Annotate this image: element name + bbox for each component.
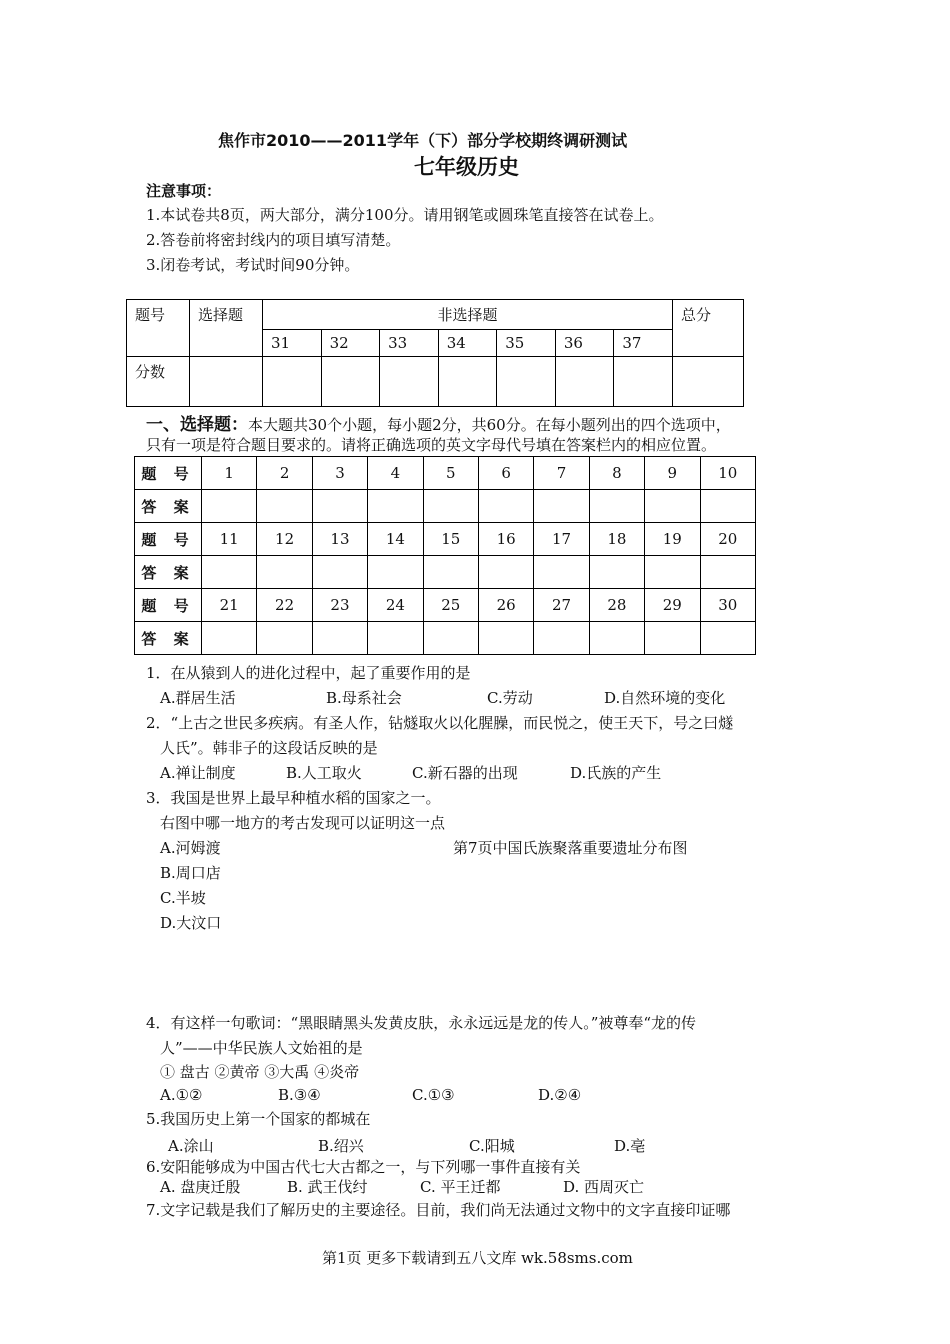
grid-label-answer: 答 案 bbox=[135, 490, 202, 523]
answer-cell[interactable] bbox=[534, 556, 589, 589]
grid-number: 4 bbox=[368, 457, 423, 490]
question-4-line1: 4．有这样一句歌词：“黑眼睛黑头发黄皮肤，永永远远是龙的传人。”被尊奉“龙的传 bbox=[146, 1014, 697, 1032]
score-h-nonchoice: 非选择题 bbox=[263, 300, 673, 330]
q4-option-c: C.①③ bbox=[412, 1086, 455, 1104]
score-cell[interactable] bbox=[321, 357, 380, 407]
q5-option-b: B.绍兴 bbox=[318, 1137, 364, 1155]
grid-number: 11 bbox=[202, 523, 257, 556]
score-cell[interactable] bbox=[380, 357, 439, 407]
grid-number: 12 bbox=[257, 523, 312, 556]
answer-cell[interactable] bbox=[423, 490, 478, 523]
grid-number: 23 bbox=[312, 589, 367, 622]
grid-number: 2 bbox=[257, 457, 312, 490]
q2-option-a: A.禅让制度 bbox=[160, 764, 236, 782]
answer-cell[interactable] bbox=[534, 622, 589, 655]
q3-map-note: 第7页中国氏族聚落重要遗址分布图 bbox=[453, 839, 688, 857]
q6-option-d: D. 西周灭亡 bbox=[563, 1178, 645, 1196]
grid-number: 21 bbox=[202, 589, 257, 622]
answer-cell[interactable] bbox=[257, 622, 312, 655]
grid-number: 5 bbox=[423, 457, 478, 490]
grid-number: 7 bbox=[534, 457, 589, 490]
answer-cell[interactable] bbox=[312, 490, 367, 523]
notice-item-3: 3.闭卷考试，考试时间90分钟。 bbox=[146, 256, 360, 274]
grid-number: 14 bbox=[368, 523, 423, 556]
grid-label-number: 题 号 bbox=[135, 457, 202, 490]
answer-cell[interactable] bbox=[368, 622, 423, 655]
q3-option-b: B.周口店 bbox=[160, 864, 221, 882]
grid-label-answer: 答 案 bbox=[135, 556, 202, 589]
score-num: 37 bbox=[614, 330, 673, 357]
grid-number: 15 bbox=[423, 523, 478, 556]
q1-option-c: C.劳动 bbox=[487, 689, 533, 707]
notice-heading: 注意事项： bbox=[146, 182, 222, 200]
score-h-score: 分数 bbox=[127, 357, 190, 407]
grid-number: 10 bbox=[700, 457, 755, 490]
q6-option-a: A. 盘庚迁殷 bbox=[160, 1178, 241, 1196]
grid-number: 22 bbox=[257, 589, 312, 622]
answer-cell[interactable] bbox=[589, 490, 644, 523]
q1-option-d: D.自然环境的变化 bbox=[604, 689, 726, 707]
grid-number: 3 bbox=[312, 457, 367, 490]
grid-number: 9 bbox=[645, 457, 700, 490]
q6-option-c: C. 平王迁都 bbox=[420, 1178, 501, 1196]
question-2-line2: 人氏”。韩非子的这段话反映的是 bbox=[160, 739, 378, 757]
question-7: 7.文字记载是我们了解历史的主要途径。目前，我们尚无法通过文物中的文字直接印证哪 bbox=[146, 1201, 731, 1219]
answer-cell[interactable] bbox=[700, 556, 755, 589]
q3-option-c: C.半坡 bbox=[160, 889, 206, 907]
answer-cell[interactable] bbox=[478, 490, 533, 523]
grid-label-number: 题 号 bbox=[135, 523, 202, 556]
subject-title: 七年级历史 bbox=[414, 155, 519, 179]
grid-number: 16 bbox=[478, 523, 533, 556]
q4-option-b: B.③④ bbox=[278, 1086, 321, 1104]
question-5: 5.我国历史上第一个国家的都城在 bbox=[146, 1110, 371, 1128]
q3-option-d: D.大汶口 bbox=[160, 914, 222, 932]
score-cell[interactable] bbox=[438, 357, 497, 407]
grid-number: 28 bbox=[589, 589, 644, 622]
score-h-number: 题号 bbox=[127, 300, 190, 357]
answer-cell[interactable] bbox=[202, 622, 257, 655]
grid-number: 8 bbox=[589, 457, 644, 490]
q5-option-d: D.亳 bbox=[614, 1137, 646, 1155]
grid-label-number: 题 号 bbox=[135, 589, 202, 622]
score-num: 31 bbox=[263, 330, 322, 357]
exam-title: 焦作市2010——2011学年（下）部分学校期终调研测试 bbox=[218, 131, 628, 150]
q2-option-c: C.新石器的出现 bbox=[412, 764, 518, 782]
grid-number: 30 bbox=[700, 589, 755, 622]
answer-cell[interactable] bbox=[645, 622, 700, 655]
score-cell[interactable] bbox=[614, 357, 673, 407]
score-num: 35 bbox=[497, 330, 556, 357]
answer-cell[interactable] bbox=[534, 490, 589, 523]
question-4-line2: 人”——中华民族人文始祖的是 bbox=[160, 1039, 363, 1057]
q6-option-b: B. 武王伐纣 bbox=[287, 1178, 368, 1196]
notice-item-2: 2.答卷前将密封线内的项目填写清楚。 bbox=[146, 231, 401, 249]
answer-cell[interactable] bbox=[645, 490, 700, 523]
score-cell[interactable] bbox=[555, 357, 614, 407]
q2-option-d: D.氏族的产生 bbox=[570, 764, 662, 782]
answer-cell[interactable] bbox=[423, 622, 478, 655]
answer-cell[interactable] bbox=[700, 490, 755, 523]
grid-number: 27 bbox=[534, 589, 589, 622]
section1-desc1: 本大题共30个小题，每小题2分，共60分。在每小题列出的四个选项中， bbox=[248, 416, 731, 434]
question-1: 1．在从猿到人的进化过程中，起了重要作用的是 bbox=[146, 664, 471, 682]
score-cell[interactable] bbox=[497, 357, 556, 407]
page-footer: 第1页 更多下载请到五八文库 wk.58sms.com bbox=[322, 1249, 633, 1267]
grid-number: 1 bbox=[202, 457, 257, 490]
answer-cell[interactable] bbox=[589, 622, 644, 655]
score-num: 36 bbox=[555, 330, 614, 357]
question-4-items: ① 盘古 ②黄帝 ③大禹 ④炎帝 bbox=[160, 1063, 360, 1081]
q1-option-b: B.母系社会 bbox=[326, 689, 402, 707]
q4-option-d: D.②④ bbox=[538, 1086, 582, 1104]
answer-cell[interactable] bbox=[257, 490, 312, 523]
score-num: 34 bbox=[438, 330, 497, 357]
grid-number: 18 bbox=[589, 523, 644, 556]
q5-option-c: C.阳城 bbox=[469, 1137, 515, 1155]
answer-cell[interactable] bbox=[312, 622, 367, 655]
score-cell[interactable] bbox=[263, 357, 322, 407]
score-h-choice: 选择题 bbox=[190, 300, 263, 357]
answer-grid bbox=[134, 456, 756, 655]
score-num: 33 bbox=[380, 330, 439, 357]
grid-number: 19 bbox=[645, 523, 700, 556]
answer-cell[interactable] bbox=[312, 556, 367, 589]
grid-number: 6 bbox=[478, 457, 533, 490]
q4-option-a: A.①② bbox=[160, 1086, 203, 1104]
grid-number: 29 bbox=[645, 589, 700, 622]
answer-cell[interactable] bbox=[645, 556, 700, 589]
grid-number: 20 bbox=[700, 523, 755, 556]
score-num: 32 bbox=[321, 330, 380, 357]
answer-cell[interactable] bbox=[700, 622, 755, 655]
answer-cell[interactable] bbox=[368, 556, 423, 589]
grid-number: 13 bbox=[312, 523, 367, 556]
question-3-line1: 3．我国是世界上最早种植水稻的国家之一。 bbox=[146, 789, 441, 807]
answer-cell[interactable] bbox=[202, 556, 257, 589]
section1-line1 bbox=[146, 410, 731, 435]
q3-option-a: A.河姆渡 bbox=[160, 839, 221, 857]
answer-cell[interactable] bbox=[589, 556, 644, 589]
section1-desc2: 只有一项是符合题目要求的。请将正确选项的英文字母代号填在答案栏内的相应位置。 bbox=[146, 436, 717, 454]
answer-cell[interactable] bbox=[478, 622, 533, 655]
score-cell[interactable] bbox=[673, 357, 744, 407]
section1-heading: 一、选择题： bbox=[146, 415, 248, 435]
q2-option-b: B.人工取火 bbox=[286, 764, 362, 782]
answer-cell[interactable] bbox=[368, 490, 423, 523]
grid-label-answer: 答 案 bbox=[135, 622, 202, 655]
q1-option-a: A.群居生活 bbox=[160, 689, 236, 707]
question-3-line2: 右图中哪一地方的考古发现可以证明这一点 bbox=[160, 814, 446, 832]
question-2-line1: 2．“上古之世民多疾病。有圣人作，钻燧取火以化腥臊，而民悦之，使王天下，号之曰燧 bbox=[146, 714, 734, 732]
score-cell[interactable] bbox=[190, 357, 263, 407]
grid-number: 17 bbox=[534, 523, 589, 556]
question-6: 6.安阳能够成为中国古代七大古都之一，与下列哪一事件直接有关 bbox=[146, 1158, 581, 1176]
grid-number: 24 bbox=[368, 589, 423, 622]
answer-cell[interactable] bbox=[423, 556, 478, 589]
grid-number: 26 bbox=[478, 589, 533, 622]
answer-cell[interactable] bbox=[202, 490, 257, 523]
score-h-total: 总分 bbox=[673, 300, 744, 357]
answer-cell[interactable] bbox=[478, 556, 533, 589]
notice-item-1: 1.本试卷共8页，两大部分，满分100分。请用钢笔或圆珠笔直接答在试卷上。 bbox=[146, 206, 664, 224]
q5-option-a: A.涂山 bbox=[168, 1137, 214, 1155]
answer-cell[interactable] bbox=[257, 556, 312, 589]
score-table bbox=[126, 299, 744, 407]
grid-number: 25 bbox=[423, 589, 478, 622]
